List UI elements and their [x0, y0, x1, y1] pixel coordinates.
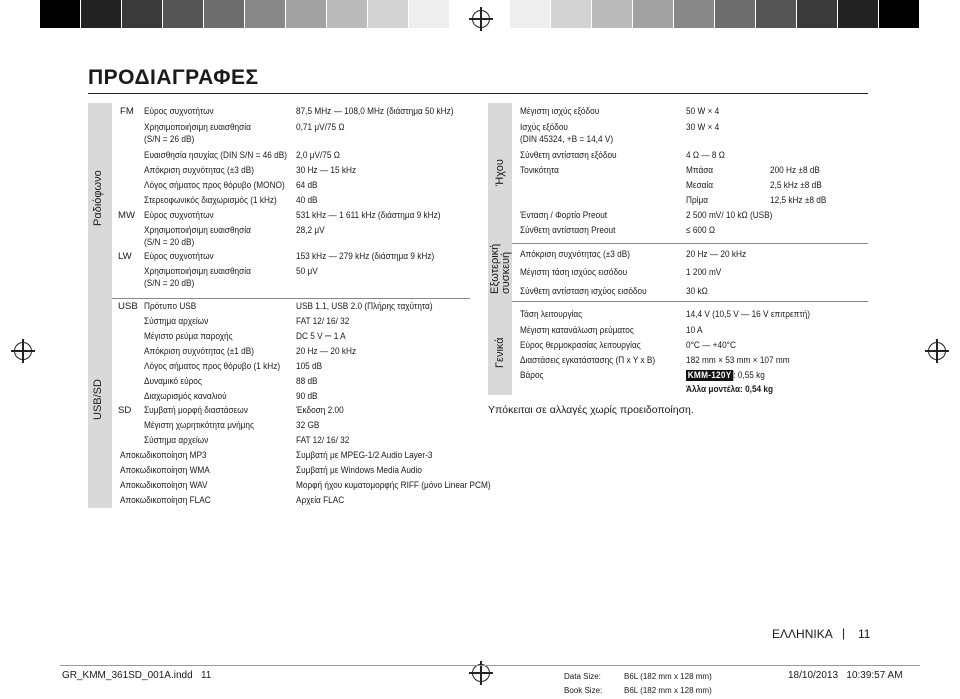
spec-key: Μέγιστο ρεύμα παροχής — [144, 331, 233, 342]
spec-value: 0°C — +40°C — [686, 340, 736, 351]
category-mw: MW — [118, 210, 136, 221]
spec-value: 30 kΩ — [686, 286, 708, 297]
spec-key: Τάση λειτουργίας — [520, 309, 583, 320]
spec-key: Ένταση / Φορτίο Preout — [520, 210, 608, 221]
swatch — [409, 0, 450, 28]
section-divider — [512, 301, 868, 302]
spec-value: 2 500 mV/ 10 kΩ (USB) — [686, 210, 773, 221]
spec-value: 10 A — [686, 325, 703, 336]
spec-key: Τονικότητα — [520, 165, 559, 176]
weight-other: Άλλα μοντέλα: 0,54 kg — [686, 384, 774, 395]
spec-key: Βάρος — [520, 370, 544, 381]
spec-value: 50 W × 4 — [686, 106, 720, 117]
spec-key: Σύνθετη αντίσταση ισχύος εισόδου — [520, 286, 647, 297]
slug-book-size-label: Book Size: — [564, 686, 603, 695]
spec-key: Αποκωδικοποίηση WAV — [120, 480, 208, 491]
spec-value: 88 dB — [296, 376, 318, 387]
slug-line — [60, 665, 920, 666]
spec-value: 182 mm × 53 mm × 107 mm — [686, 355, 790, 366]
swatch — [674, 0, 715, 28]
swatch — [879, 0, 920, 28]
swatch — [715, 0, 756, 28]
swatch — [40, 0, 81, 28]
change-note: Υπόκειται σε αλλαγές χωρίς προειδοποίηση. — [488, 404, 694, 416]
swatch — [756, 0, 797, 28]
spec-value: 14,4 V (10,5 V — 16 V επιτρεπτή) — [686, 309, 810, 320]
spec-value: 531 kHz — 1 611 kHz (διάστημα 9 kHz) — [296, 210, 441, 221]
category-lw: LW — [118, 251, 132, 262]
spec-value: 32 GB — [296, 420, 320, 431]
page-title: ΠΡΟΔΙΑΓΡΑΦΕΣ — [88, 66, 259, 89]
spec-value: 30 W × 4 — [686, 122, 720, 133]
left-sidebar — [88, 103, 112, 508]
spec-value: 0,71 μV/75 Ω — [296, 122, 345, 133]
spec-key: (S/N = 20 dB) — [144, 237, 195, 248]
side-label-general: Γενικά — [494, 337, 506, 368]
spec-key: Σύστημα αρχείων — [144, 435, 209, 446]
tone-value: 200 Hz ±8 dB — [770, 165, 820, 176]
swatch — [245, 0, 286, 28]
spec-value: 28,2 μV — [296, 225, 325, 236]
spec-key: Εύρος συχνοτήτων — [144, 210, 214, 221]
title-underline — [88, 93, 868, 94]
spec-key: Δυναμικό εύρος — [144, 376, 202, 387]
swatch — [797, 0, 838, 28]
spec-value: 4 Ω — 8 Ω — [686, 150, 725, 161]
spec-key: Εύρος συχνοτήτων — [144, 106, 214, 117]
slug-filename: GR_KMM_361SD_001A.indd 11 — [62, 670, 212, 681]
spec-value: DC 5 V ⎓ 1 A — [296, 331, 346, 342]
spec-value: Συμβατή με MPEG-1/2 Audio Layer-3 — [296, 450, 433, 461]
spec-key: (S/N = 20 dB) — [144, 278, 195, 289]
spec-value: 105 dB — [296, 361, 323, 372]
spec-value: Έκδοση 2.00 — [296, 405, 344, 416]
spec-value: Μορφή ήχου κυματομορφής RIFF (μόνο Linear PCM) — [296, 480, 491, 491]
spec-value: 50 μV — [296, 266, 318, 277]
spec-key: Χρησιμοποιήσιμη ευαισθησία — [144, 122, 251, 133]
swatch — [163, 0, 204, 28]
slug-date: 18/10/2013 10:39:57 AM — [788, 670, 903, 681]
side-label-sound: Ήχου — [494, 159, 506, 186]
swatch — [592, 0, 633, 28]
footer-page-number: 11 — [858, 627, 871, 641]
spec-key: Λόγος σήματος προς θόρυβο (MONO) — [144, 180, 285, 191]
registration-mark-icon — [928, 342, 946, 360]
spec-key: Αποκωδικοποίηση WMA — [120, 465, 210, 476]
side-label-external: Εξωτερική συσκευή — [489, 243, 512, 294]
spec-key: Συμβατή μορφή διαστάσεων — [144, 405, 248, 416]
tone-band: Μπάσα — [686, 165, 714, 176]
tone-value: 2,5 kHz ±8 dB — [770, 180, 822, 191]
spec-key: Χρησιμοποιήσιμη ευαισθησία — [144, 225, 251, 236]
spec-value: 20 Hz — 20 kHz — [296, 346, 357, 357]
category-usb: USB — [118, 301, 138, 312]
footer-language: ΕΛΛΗΝΙΚΑ — [772, 627, 833, 641]
spec-value: 87,5 MHz — 108,0 MHz (διάστημα 50 kHz) — [296, 106, 454, 117]
slug-book-size: B6L (182 mm x 128 mm) — [624, 686, 712, 695]
footer-separator: | — [842, 626, 846, 640]
spec-key: Εύρος θερμοκρασίας λειτουργίας — [520, 340, 641, 351]
side-label-radio: Ραδιόφωνο — [92, 170, 104, 226]
spec-value: USB 1.1, USB 2.0 (Πλήρης ταχύτητα) — [296, 301, 433, 312]
spec-key: Μέγιστη χωρητικότητα μνήμης — [144, 420, 255, 431]
spec-key: Σύνθετη αντίσταση Preout — [520, 225, 616, 236]
spec-value: 20 Hz — 20 kHz — [686, 249, 747, 260]
registration-mark-icon — [472, 664, 490, 682]
spec-value: 2,0 μV/75 Ω — [296, 150, 340, 161]
spec-value: 90 dB — [296, 391, 318, 402]
spec-key: (S/N = 26 dB) — [144, 134, 195, 145]
spec-value: ≤ 600 Ω — [686, 225, 716, 236]
spec-key: Ισχύς εξόδου — [520, 122, 568, 133]
swatch — [327, 0, 368, 28]
spec-key: Εύρος συχνοτήτων — [144, 251, 214, 262]
swatch — [633, 0, 674, 28]
spec-key: Μέγιστη κατανάλωση ρεύματος — [520, 325, 634, 336]
spec-value: 1 200 mV — [686, 267, 722, 278]
spec-value: 40 dB — [296, 195, 318, 206]
section-divider — [512, 243, 868, 244]
spec-key: Λόγος σήματος προς θόρυβο (1 kHz) — [144, 361, 281, 372]
spec-key: Αποκωδικοποίηση FLAC — [120, 495, 211, 506]
spec-value: 153 kHz — 279 kHz (διάστημα 9 kHz) — [296, 251, 435, 262]
category-fm: FM — [120, 106, 134, 117]
spec-value: 30 Hz — 15 kHz — [296, 165, 357, 176]
swatch — [368, 0, 409, 28]
weight-row — [686, 369, 765, 382]
tone-value: 12,5 kHz ±8 dB — [770, 195, 827, 206]
section-divider — [112, 298, 470, 299]
tone-band: Πρίμα — [686, 195, 709, 206]
spec-key: Χρησιμοποιήσιμη ευαισθησία — [144, 266, 251, 277]
spec-value: Αρχεία FLAC — [296, 495, 345, 506]
swatch — [286, 0, 327, 28]
spec-key: Σύστημα αρχείων — [144, 316, 209, 327]
swatch — [510, 0, 551, 28]
spec-key: Διαχωρισμός καναλιού — [144, 391, 227, 402]
spec-key: Απόκριση συχνότητας (±3 dB) — [520, 249, 630, 260]
spec-key: Απόκριση συχνότητας (±3 dB) — [144, 165, 254, 176]
spec-key: Μέγιστη ισχύς εξόδου — [520, 106, 600, 117]
spec-value: Συμβατή με Windows Media Audio — [296, 465, 422, 476]
spec-key: Μέγιστη τάση ισχύος εισόδου — [520, 267, 628, 278]
category-sd: SD — [118, 405, 132, 416]
swatch — [122, 0, 163, 28]
registration-mark-icon — [14, 342, 32, 360]
spec-value: FAT 12/ 16/ 32 — [296, 435, 350, 446]
spec-key: (DIN 45324, +B = 14,4 V) — [520, 134, 614, 145]
spec-value: 64 dB — [296, 180, 318, 191]
spec-key: Αποκωδικοποίηση MP3 — [120, 450, 207, 461]
spec-key: Στερεοφωνικός διαχωρισμός (1 kHz) — [144, 195, 277, 206]
spec-key: Ευαισθησία ησυχίας (DIN S/N = 46 dB) — [144, 150, 287, 161]
swatch — [81, 0, 122, 28]
spec-key: Σύνθετη αντίσταση εξόδου — [520, 150, 617, 161]
swatch — [838, 0, 879, 28]
slug-data-size-label: Data Size: — [564, 672, 601, 681]
swatch — [204, 0, 245, 28]
tone-band: Μεσαία — [686, 180, 714, 191]
spec-value: FAT 12/ 16/ 32 — [296, 316, 350, 327]
model-badge: KMM-120Y — [687, 370, 732, 381]
side-label-usbsd: USB/SD — [92, 379, 104, 420]
spec-key: Πρότυπο USB — [144, 301, 197, 312]
swatch — [551, 0, 592, 28]
spec-key: Απόκριση συχνότητας (±1 dB) — [144, 346, 254, 357]
spec-key: Διαστάσεις εγκατάστασης (Π x Υ x Β) — [520, 355, 656, 366]
registration-mark-icon — [472, 10, 490, 28]
slug-data-size: B6L (182 mm x 128 mm) — [624, 672, 712, 681]
weight-value: : 0,55 kg — [733, 370, 765, 381]
